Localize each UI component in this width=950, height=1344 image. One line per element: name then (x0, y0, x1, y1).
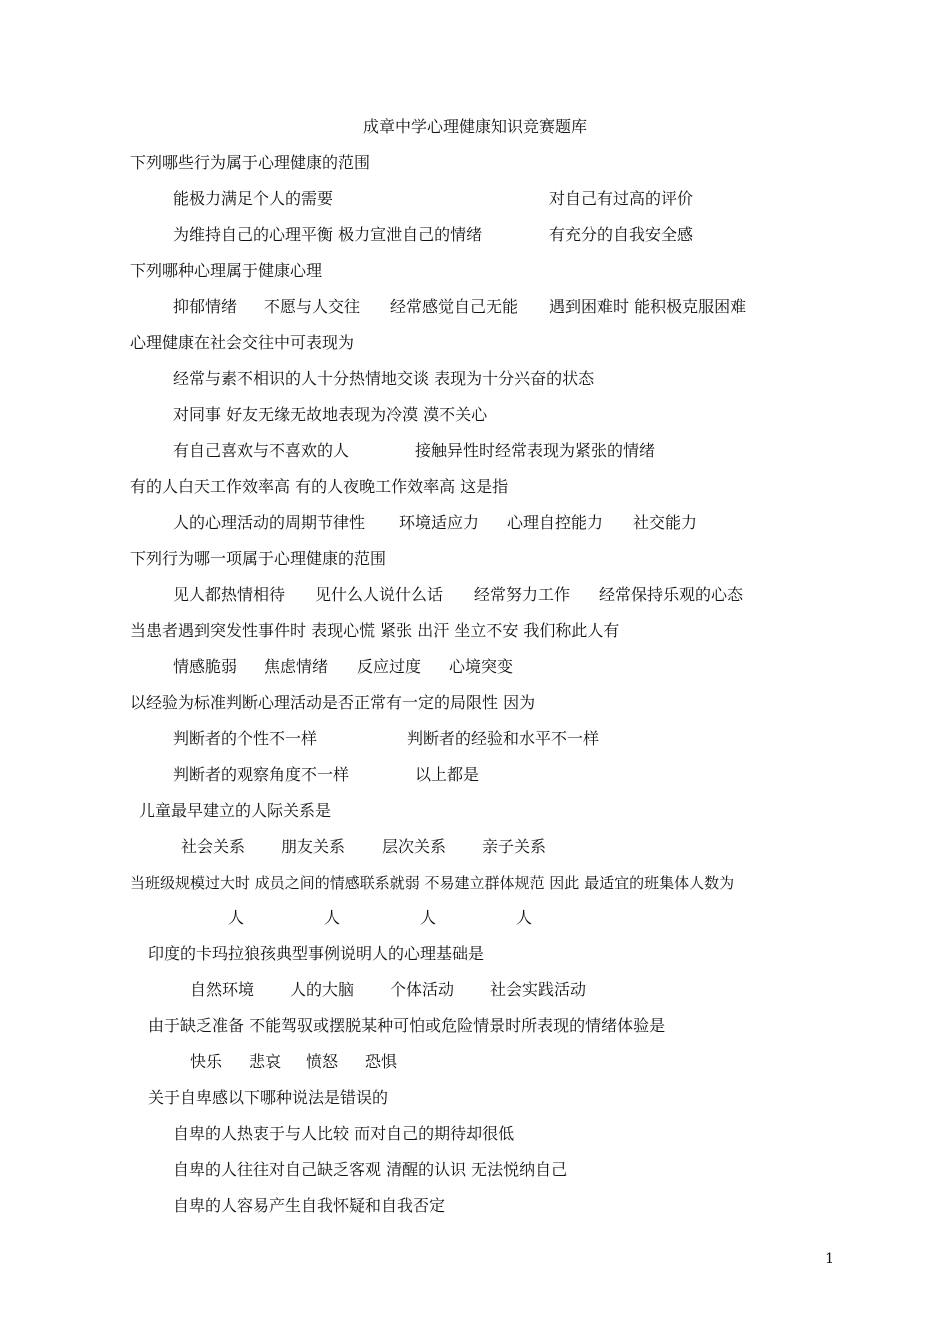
option-d: 经常保持乐观的心态 (599, 585, 744, 604)
option-a: 社会关系 (181, 837, 246, 856)
option-b: 悲哀 (249, 1052, 282, 1071)
option-b: 对同事 好友无缘无故地表现为冷漠 漠不关心 (173, 405, 488, 424)
option-d: 人 (516, 908, 533, 927)
question-stem: 心理健康在社会交往中可表现为 (130, 333, 355, 352)
option-b: 人 (324, 908, 341, 927)
option-a: 情感脆弱 (173, 657, 238, 676)
question-stem: 儿童最早建立的人际关系是 (139, 801, 332, 820)
option-a: 抑郁情绪 (173, 297, 238, 316)
page-number: 1 (825, 1251, 834, 1267)
option-a: 快乐 (190, 1052, 223, 1071)
option-d: 亲子关系 (482, 837, 547, 856)
question-stem: 关于自卑感以下哪种说法是错误的 (148, 1088, 389, 1107)
option-a: 判断者的个性不一样 (173, 729, 318, 748)
document-title: 成章中学心理健康知识竞赛题库 (362, 117, 587, 136)
option-d: 有充分的自我安全感 (549, 225, 694, 244)
option-c: 愤怒 (306, 1052, 339, 1071)
option-a: 自卑的人热衷于与人比较 而对自己的期待却很低 (173, 1124, 515, 1143)
option-b: 判断者的经验和水平不一样 (407, 729, 600, 748)
option-d: 社交能力 (633, 513, 698, 532)
question-stem: 以经验为标准判断心理活动是否正常有一定的局限性 因为 (130, 693, 536, 712)
option-d: 恐惧 (365, 1052, 398, 1071)
option-b: 朋友关系 (281, 837, 346, 856)
option-a: 人 (228, 908, 245, 927)
question-stem: 印度的卡玛拉狼孩典型事例说明人的心理基础是 (148, 944, 485, 963)
option-c: 人 (420, 908, 437, 927)
option-b: 焦虑情绪 (264, 657, 329, 676)
option-a: 能极力满足个人的需要 (173, 189, 334, 208)
option-c: 层次关系 (382, 837, 447, 856)
option-d: 社会实践活动 (490, 980, 587, 999)
option-d: 接触异性时经常表现为紧张的情绪 (415, 441, 656, 460)
question-stem: 当患者遇到突发性事件时 表现心慌 紧张 出汗 坐立不安 我们称此人有 (130, 621, 620, 640)
question-stem: 下列哪些行为属于心理健康的范围 (130, 153, 371, 172)
option-d: 以上都是 (415, 765, 480, 784)
option-b: 环境适应力 (399, 513, 480, 532)
option-c: 经常努力工作 (474, 585, 571, 604)
option-c: 判断者的观察角度不一样 (173, 765, 350, 784)
question-stem: 有的人白天工作效率高 有的人夜晚工作效率高 这是指 (130, 477, 509, 496)
option-a: 自然环境 (190, 980, 255, 999)
option-c: 自卑的人容易产生自我怀疑和自我否定 (173, 1196, 446, 1215)
question-stem: 当班级规模过大时 成员之间的情感联系就弱 不易建立群体规范 因此 最适宜的班集体人数为 (130, 874, 735, 892)
option-a: 人的心理活动的周期节律性 (173, 513, 366, 532)
option-b: 自卑的人往往对自己缺乏客观 清醒的认识 无法悦纳自己 (173, 1160, 568, 1179)
option-c: 反应过度 (357, 657, 422, 676)
option-d: 心境突变 (449, 657, 514, 676)
question-stem: 下列行为哪一项属于心理健康的范围 (130, 549, 387, 568)
option-b: 人的大脑 (290, 980, 355, 999)
option-a: 经常与素不相识的人十分热情地交谈 表现为十分兴奋的状态 (173, 369, 595, 388)
option-b: 对自己有过高的评价 (549, 189, 694, 208)
option-b: 不愿与人交往 (264, 297, 361, 316)
option-c: 个体活动 (390, 980, 455, 999)
option-c: 有自己喜欢与不喜欢的人 (173, 441, 350, 460)
option-c: 经常感觉自己无能 (390, 297, 519, 316)
question-stem: 由于缺乏准备 不能驾驭或摆脱某种可怕或危险情景时所表现的情绪体验是 (148, 1016, 666, 1035)
option-c: 为维持自己的心理平衡 极力宣泄自己的情绪 (173, 225, 483, 244)
option-d: 遇到困难时 能积极克服困难 (549, 297, 747, 316)
option-a: 见人都热情相待 (173, 585, 286, 604)
question-stem: 下列哪种心理属于健康心理 (130, 261, 323, 280)
option-b: 见什么人说什么话 (315, 585, 444, 604)
option-c: 心理自控能力 (507, 513, 604, 532)
